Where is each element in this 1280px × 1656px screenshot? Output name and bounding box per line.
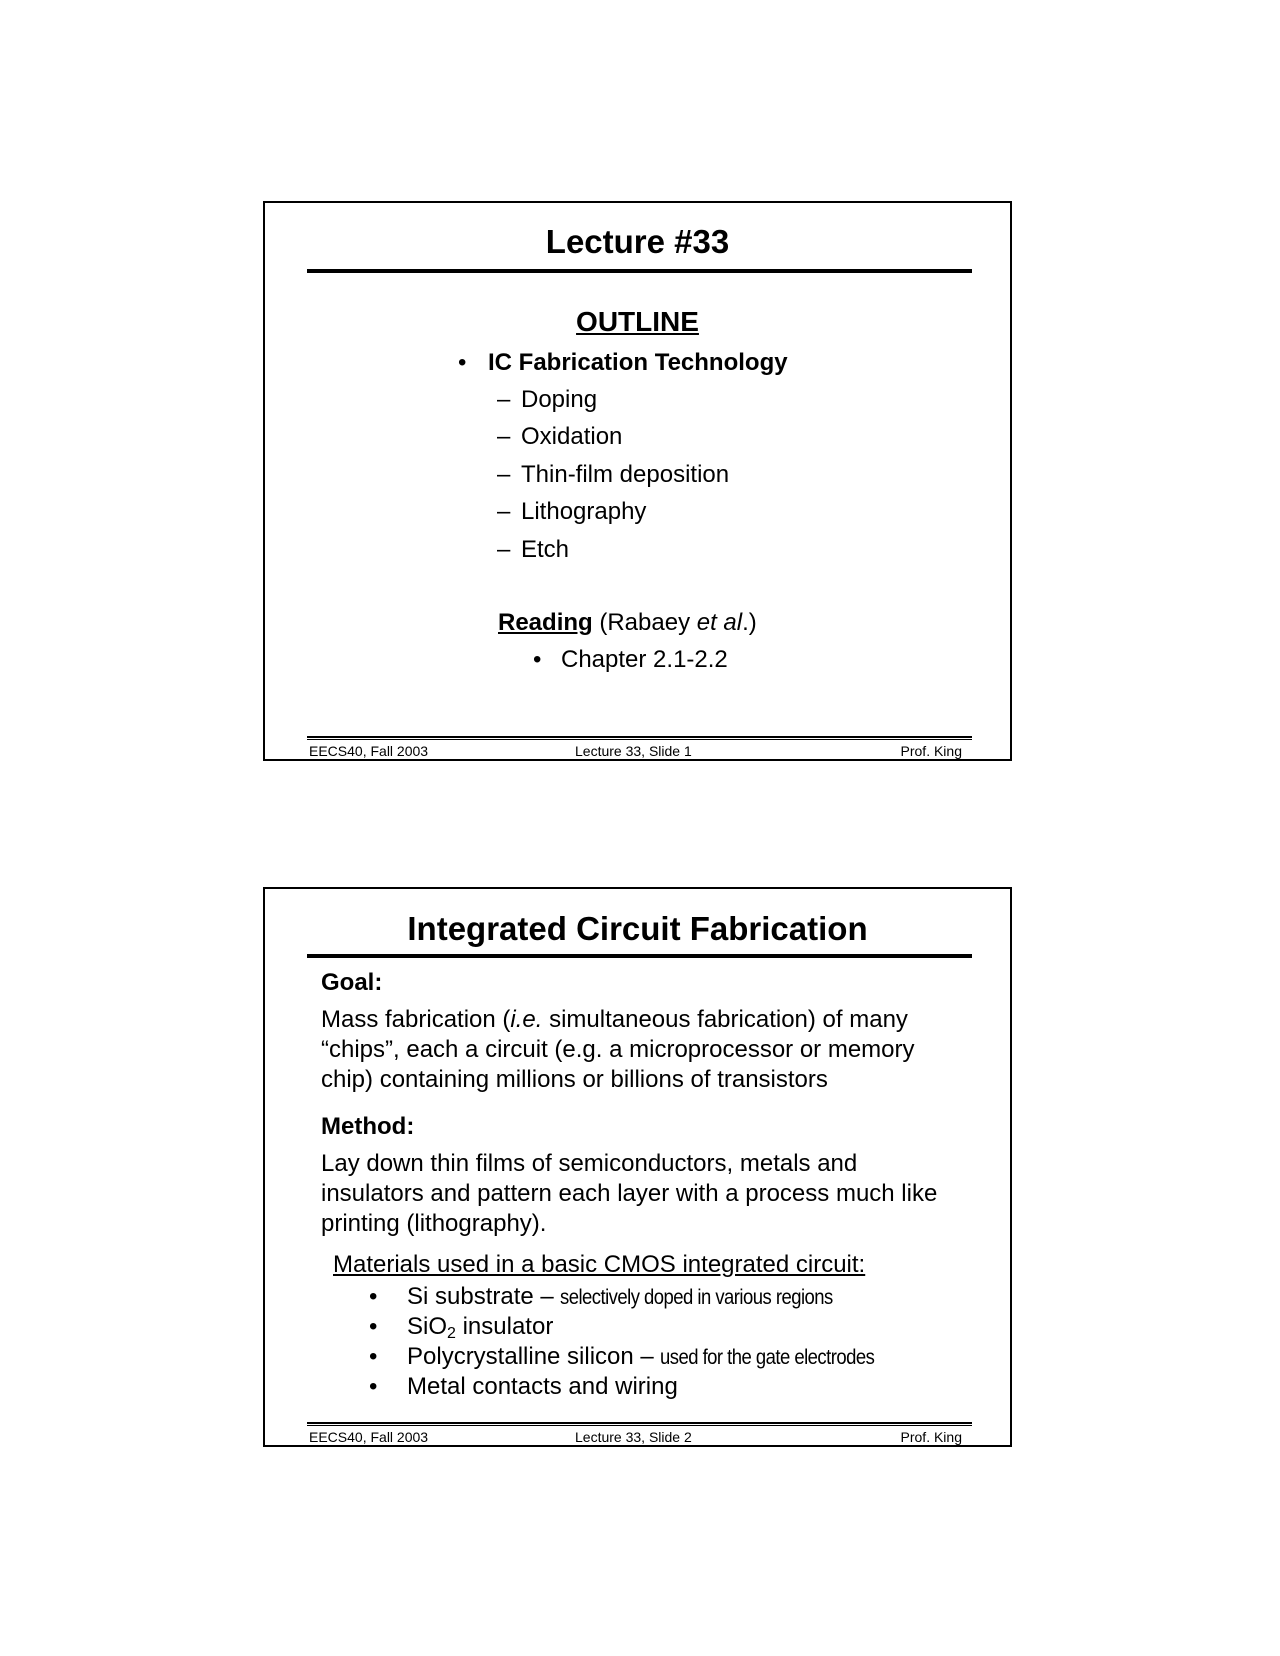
list-item-note: used for the gate electrodes: [660, 1346, 875, 1369]
footer-course: EECS40, Fall 2003: [309, 1429, 429, 1445]
dash-marker: –: [497, 461, 511, 488]
goal-text-pre: Mass fabrication (: [321, 1006, 511, 1033]
list-item: [369, 1342, 904, 1372]
reading-close: .): [742, 609, 757, 636]
goal-text-italic: i.e.: [510, 1006, 543, 1033]
outline-subitem: [497, 423, 622, 451]
footer-author: Prof. King: [900, 743, 962, 759]
goal-label: Goal:: [321, 969, 383, 996]
outline-subitem: [497, 536, 569, 564]
slide-2: [263, 887, 1012, 1447]
outline-bullet-text: IC Fabrication Technology: [488, 349, 788, 376]
list-item-text: SiO: [407, 1313, 448, 1340]
outline-heading: OUTLINE: [576, 306, 699, 337]
title-divider: [307, 954, 972, 957]
outline-subitem-text: Doping: [521, 386, 598, 413]
bullet-marker: •: [533, 646, 542, 673]
title-divider: [307, 269, 972, 272]
reading-label: Reading: [498, 609, 593, 636]
method-text: Lay down thin films of semiconductors, metals and insulators and pattern each layer with a process much like printing (lithography).: [321, 1150, 938, 1237]
reading-line: [498, 609, 757, 637]
reading-italic: et al: [696, 609, 743, 636]
footer-divider: [307, 736, 972, 738]
dash-marker: –: [497, 498, 511, 525]
outline-subitem-text: Etch: [521, 536, 570, 563]
list-item: [369, 1372, 904, 1402]
bullet-marker: •: [369, 1373, 378, 1400]
list-item-text: Metal contacts and wiring: [407, 1373, 678, 1400]
dash-marker: –: [497, 386, 511, 413]
list-item-text: Polycrystalline silicon –: [407, 1343, 661, 1370]
slide-1: [263, 201, 1012, 761]
outline-subitem-text: Thin-film deposition: [521, 461, 730, 488]
footer-course: EECS40, Fall 2003: [309, 743, 429, 759]
materials-heading: Materials used in a basic CMOS integrated circuit:: [333, 1251, 866, 1278]
reading-chapter: [533, 646, 728, 674]
slide-title: Integrated Circuit Fabrication: [407, 910, 868, 947]
footer-author: Prof. King: [900, 1429, 962, 1445]
bullet-marker: •: [458, 349, 467, 376]
goal-text-post: simultaneous fabrication) of many “chips”, each a circuit (e.g. a microprocessor or memory chip) containing millions or billions of transistors: [321, 1006, 915, 1093]
bullet-marker: •: [369, 1313, 378, 1340]
slide-title: Lecture #33: [545, 223, 730, 260]
footer-slide-number: Lecture 33, Slide 1: [575, 743, 692, 759]
bullet-marker: •: [369, 1283, 378, 1310]
outline-subitem-text: Lithography: [521, 498, 647, 525]
bullet-marker: •: [369, 1343, 378, 1370]
subscript: 2: [447, 1325, 456, 1342]
list-item-note: selectively doped in various regions: [560, 1286, 834, 1309]
method-label: Method:: [321, 1113, 415, 1140]
list-item-text-post: insulator: [455, 1313, 554, 1340]
reading-open: (Rabaey: [592, 609, 697, 636]
materials-list: [369, 1282, 904, 1402]
footer-divider: [307, 1422, 972, 1424]
list-item: [369, 1282, 904, 1312]
outline-subitem: [497, 498, 646, 526]
outline-bullet: [458, 349, 788, 377]
goal-text: [321, 1005, 961, 1095]
outline-subitem-text: Oxidation: [521, 423, 623, 450]
dash-marker: –: [497, 536, 511, 563]
chapter-text: Chapter 2.1-2.2: [561, 646, 728, 673]
footer-slide-number: Lecture 33, Slide 2: [575, 1429, 692, 1445]
list-item-text: Si substrate –: [407, 1283, 561, 1310]
list-item: [369, 1312, 904, 1342]
outline-subitem: [497, 461, 729, 489]
dash-marker: –: [497, 423, 511, 450]
outline-subitem: [497, 386, 597, 414]
